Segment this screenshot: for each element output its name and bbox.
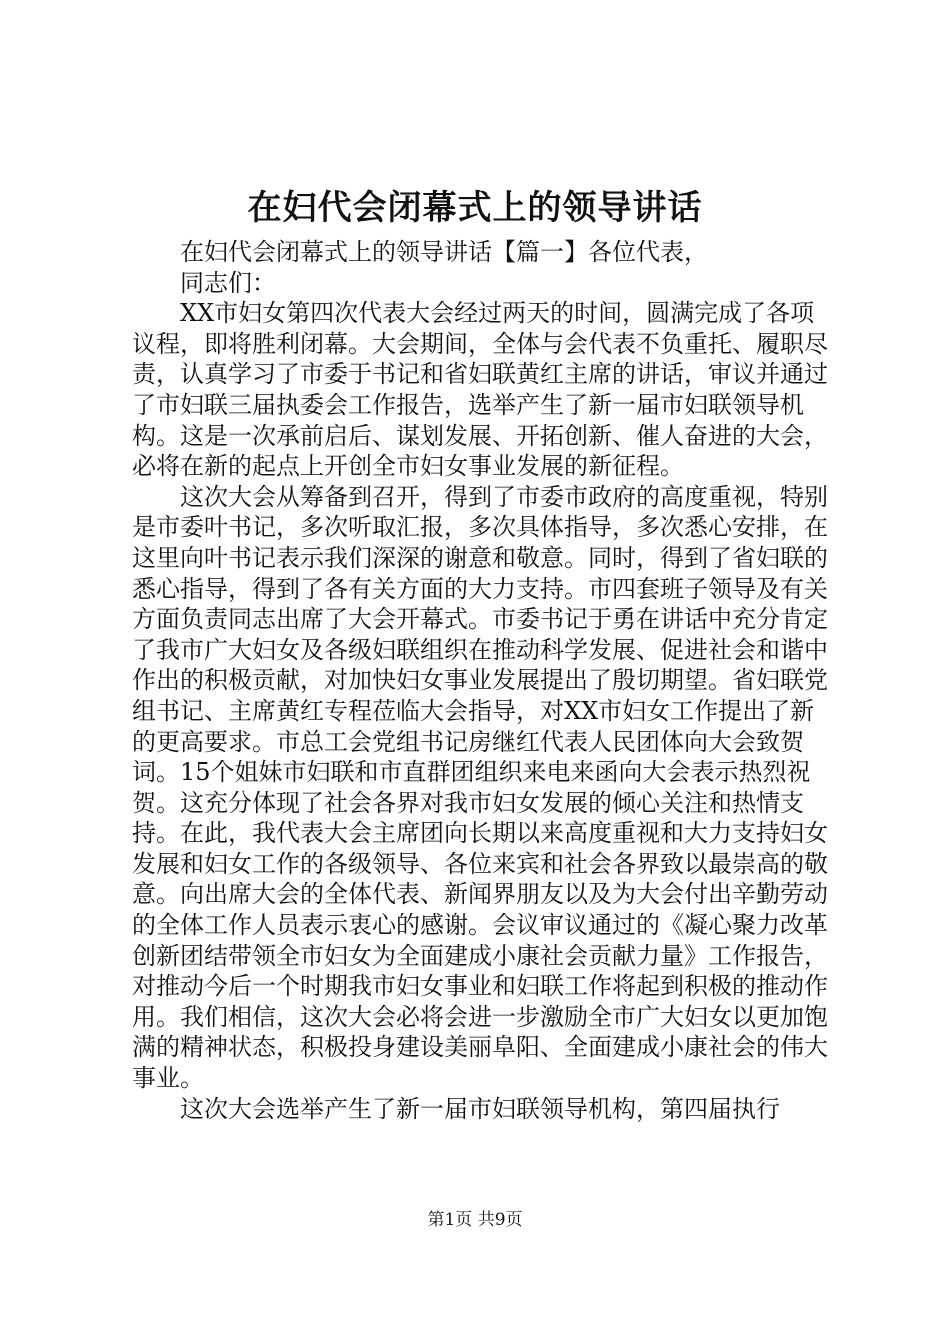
document-body — [132, 237, 834, 1124]
paragraph: XX市妇女第四次代表大会经过两天的时间，圆满完成了各项议程，即将胜利闭幕。大会期间，全体与会代表不负重托、履职尽责，认真学习了市委于书记和省妇联黄红主席的讲话，审议并通过了市妇联三届执委会工作报告，选举产生了新一届市妇联领导机构。这是一次承前启后、谋划发展、开拓创新、催人奋进的大会，必将在新的起点上开创全市妇女事业发展的新征程。 — [132, 299, 828, 481]
paragraph: 这次大会从筹备到召开，得到了市委市政府的高度重视，特别是市委叶书记，多次听取汇报，多次具体指导，多次悉心安排，在这里向叶书记表示我们深深的谢意和敬意。同时，得到了省妇联的悉心指导，得到了各有关方面的大力支持。市四套班子领导及有关方面负责同志出席了大会开幕式。市委书记于勇在讲话中充分肯定了我市广大妇女及各级妇联组织在推动科学发展、促进社会和谐中作出的积极贡献，对加快妇女事业发展提出了殷切期望。省妇联党组书记、主席黄红专程莅临大会指导，对XX市妇女工作提出了新的更高要求。市总工会党组书记房继红代表人民团体向大会致贺词。15个姐妹市妇联和市直群团组织来电来函向大会表示热烈祝贺。这充分体现了社会各界对我市妇女发展的倾心关注和热情支持。在此，我代表大会主席团向长期以来高度重视和大力支持妇女发展和妇女工作的各级领导、各位来宾和社会各界致以最崇高的敬意。向出席大会的全体代表、新闻界朋友以及为大会付出辛勤劳动的全体工作人员表示衷心的感谢。会议审议通过的《凝心聚力改革创新团结带领全市妇女为全面建成小康社会贡献力量》工作报告，对推动今后一个时期我市妇女事业和妇联工作将起到积极的推动作用。我们相信，这次大会必将会进一步激励全市广大妇女以更加饱满的精神状态，积极投身建设美丽阜阳、全面建成小康社会的伟大事业。 — [132, 482, 828, 1093]
intro-line: 同志们： — [180, 268, 276, 297]
paragraph: 这次大会选举产生了新一届市妇联领导机构，第四届执行 — [180, 1094, 780, 1123]
page-number-footer: 第1页 共9页 — [427, 1210, 523, 1230]
document-title: 在妇代会闭幕式上的领导讲话 — [247, 188, 703, 228]
intro-line: 在妇代会闭幕式上的领导讲话【篇一】各位代表， — [180, 238, 708, 266]
